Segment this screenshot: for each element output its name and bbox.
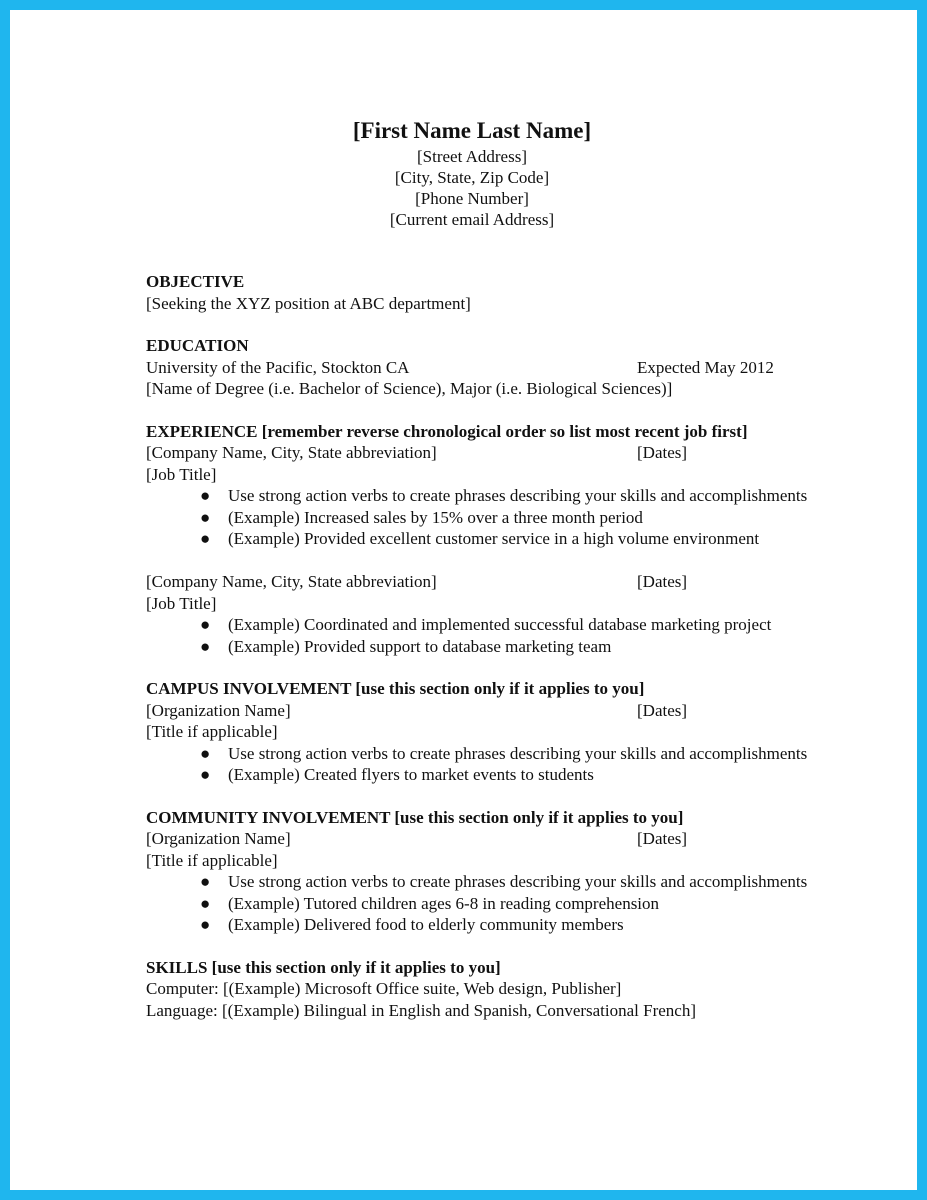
list-item: ● Use strong action verbs to create phrases describing your skills and accomplishments (200, 743, 808, 763)
resume-document (146, 116, 826, 1021)
experience-section (146, 421, 826, 658)
community-row (146, 828, 826, 850)
list-item: ● (Example) Provided support to database marketing team (200, 636, 612, 656)
skills-title: SKILLS [use this section only if it applies to you] (146, 957, 501, 977)
objective-text: [Seeking the XYZ position at ABC department] (146, 293, 471, 313)
job-1-row (146, 442, 826, 464)
graduation-date: Expected May 2012 (637, 357, 774, 377)
school-name: University of the Pacific, Stockton CA (146, 357, 410, 377)
bullet-icon: ● (200, 743, 211, 763)
community-org: [Organization Name] (146, 829, 291, 848)
campus-section (146, 678, 826, 786)
list-item: ● (Example) Delivered food to elderly community members (200, 915, 624, 934)
community-dates: [Dates] (637, 829, 688, 848)
campus-title: CAMPUS INVOLVEMENT [use this section only if it applies to you] (146, 679, 645, 698)
resume-header (146, 116, 798, 230)
job-2-title: [Job Title] (146, 593, 217, 613)
bullet-icon: ● (200, 507, 211, 527)
list-item: ● Use strong action verbs to create phrases describing your skills and accomplishments (200, 486, 808, 505)
skills-language: Language: [(Example) Bilingual in English and Spanish, Conversational French] (146, 1000, 697, 1020)
bullet-icon: ● (200, 765, 211, 784)
list-item: ● (Example) Provided excellent customer service in a high volume environment (200, 529, 760, 548)
job-1-title: [Job Title] (146, 464, 217, 484)
job-2-company: [Company Name, City, State abbreviation] (146, 572, 437, 591)
education-title: EDUCATION (146, 336, 249, 355)
list-item: ● (Example) Increased sales by 15% over a three month period (200, 507, 643, 527)
community-title: COMMUNITY INVOLVEMENT [use this section only if it applies to you] (146, 807, 684, 827)
bullet-icon: ● (200, 529, 211, 548)
objective-title: OBJECTIVE (146, 272, 245, 291)
bullet-icon: ● (200, 615, 211, 634)
campus-row (146, 700, 826, 722)
job-2-dates: [Dates] (637, 572, 688, 591)
education-section (146, 335, 826, 400)
education-row (146, 357, 826, 379)
city-state-zip: [City, State, Zip Code] (394, 168, 550, 187)
list-item: ● (Example) Tutored children ages 6-8 in reading comprehension (200, 893, 660, 913)
bullet-icon: ● (200, 872, 211, 891)
objective-section (146, 271, 826, 314)
job-1-company: [Company Name, City, State abbreviation] (146, 443, 437, 462)
skills-computer: Computer: [(Example) Microsoft Office suite, Web design, Publisher] (146, 979, 622, 998)
job-2-row (146, 571, 826, 593)
community-bullets (146, 871, 826, 936)
phone-number: [Phone Number] (415, 189, 529, 208)
list-item: ● Use strong action verbs to create phrases describing your skills and accomplishments (200, 872, 808, 891)
degree-text: [Name of Degree (i.e. Bachelor of Science), Major (i.e. Biological Sciences)] (146, 379, 673, 398)
bullet-icon: ● (200, 893, 211, 913)
skills-section (146, 957, 826, 1022)
campus-org: [Organization Name] (146, 700, 291, 720)
campus-dates: [Dates] (637, 700, 688, 720)
job-2-bullets (146, 614, 826, 657)
job-1-bullets (146, 485, 826, 550)
experience-title: EXPERIENCE [remember reverse chronological order so list most recent job first] (146, 421, 748, 441)
community-section (146, 807, 826, 936)
list-item: ● (Example) Coordinated and implemented successful database marketing project (200, 615, 772, 634)
list-item: ● (Example) Created flyers to market events to students (200, 765, 594, 784)
bullet-icon: ● (200, 486, 211, 505)
job-1-dates: [Dates] (637, 443, 688, 462)
campus-role: [Title if applicable] (146, 722, 278, 741)
bullet-icon: ● (200, 915, 211, 934)
street-address: [Street Address] (416, 147, 527, 166)
bullet-icon: ● (200, 636, 211, 656)
applicant-name: [First Name Last Name] (352, 118, 592, 143)
community-role: [Title if applicable] (146, 850, 278, 870)
email-address: [Current email Address] (389, 210, 555, 229)
campus-bullets (146, 743, 826, 786)
